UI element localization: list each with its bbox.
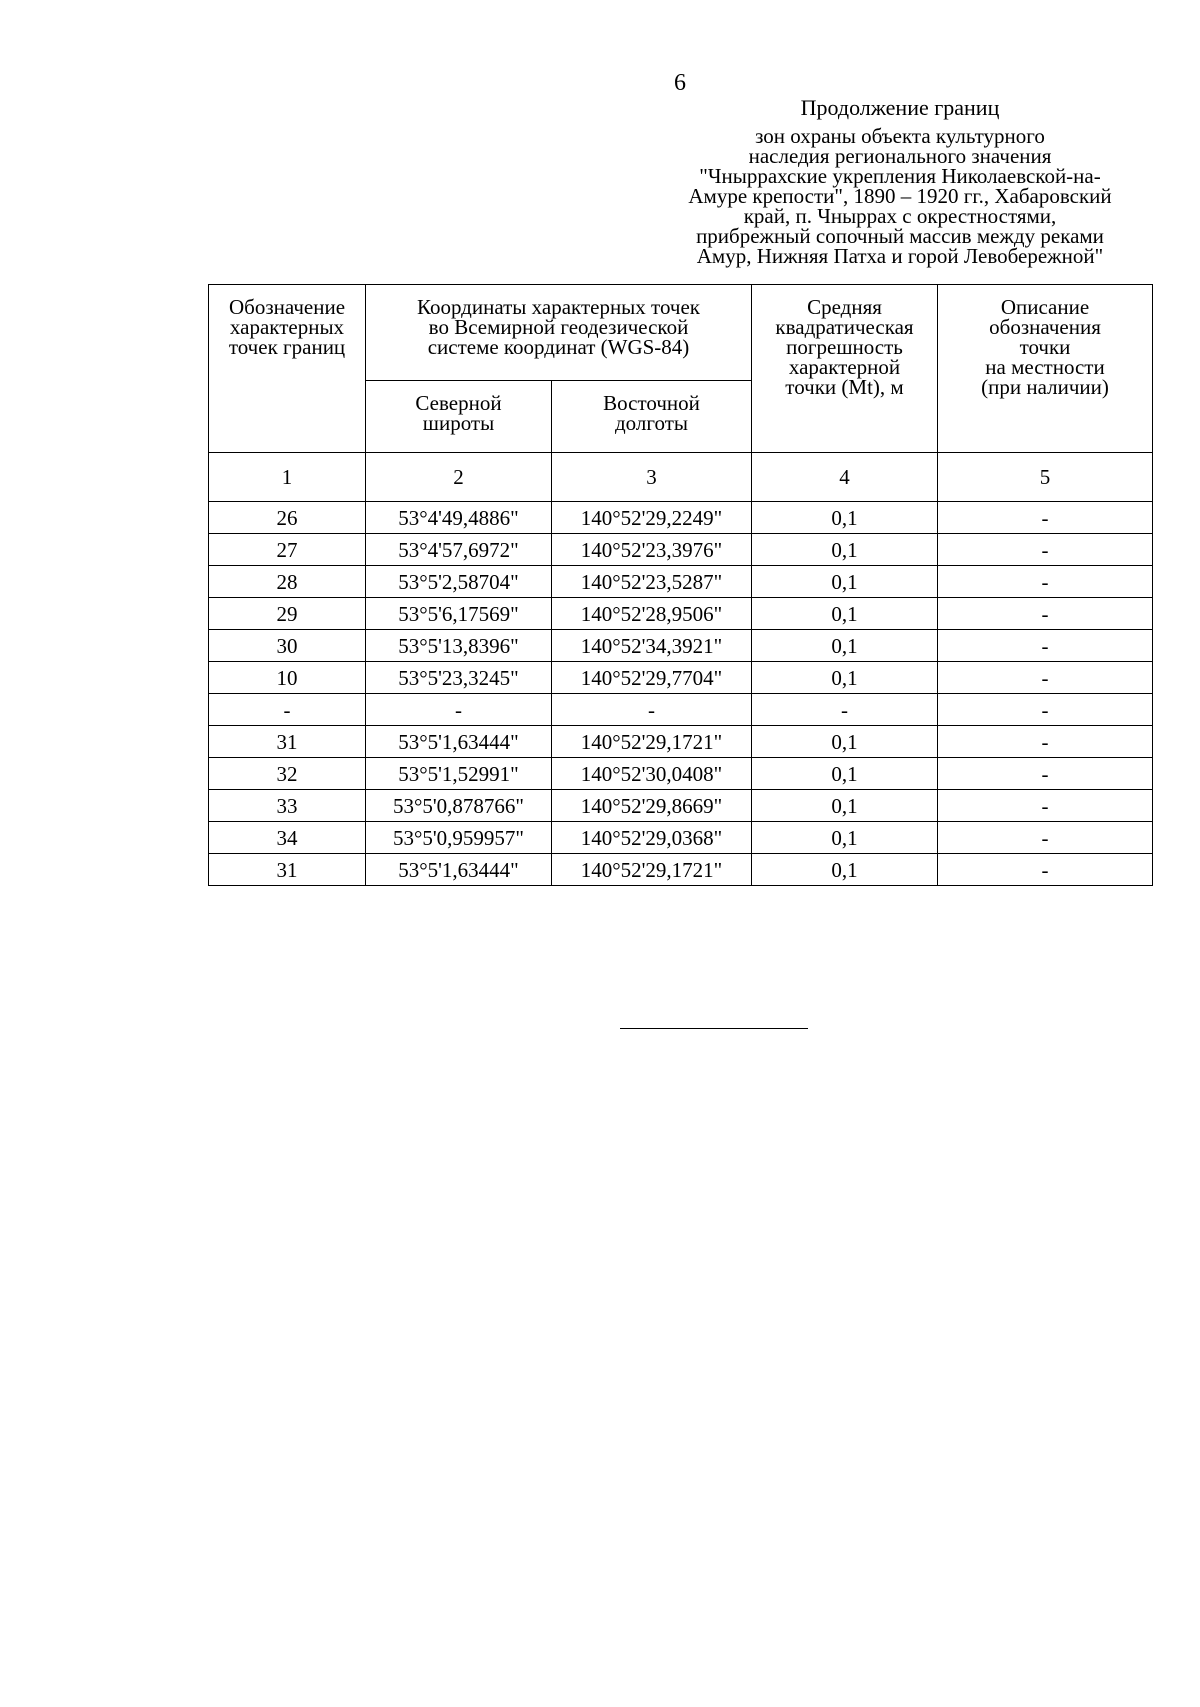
cell-description: - — [938, 630, 1153, 662]
cell-error: - — [752, 694, 938, 726]
cell-north-latitude: - — [366, 694, 552, 726]
cell-north-latitude: 53°5'2,58704" — [366, 566, 552, 598]
table-row — [209, 790, 1153, 822]
cell-north-latitude: 53°5'1,52991" — [366, 758, 552, 790]
column-number: 5 — [938, 453, 1153, 502]
header-mean-square-error: Средняя квадратическая погрешность характерной точки (Mt), м — [752, 285, 938, 453]
cell-point-id: 31 — [209, 854, 366, 886]
column-number: 2 — [366, 453, 552, 502]
column-number-row — [209, 453, 1153, 502]
cell-east-longitude: 140°52'29,8669" — [552, 790, 752, 822]
cell-description: - — [938, 726, 1153, 758]
cell-error: 0,1 — [752, 598, 938, 630]
cell-error: 0,1 — [752, 502, 938, 534]
table-row — [209, 694, 1153, 726]
cell-east-longitude: 140°52'23,3976" — [552, 534, 752, 566]
title-line: Амуре крепости", 1890 – 1920 гг., Хабаровский — [688, 184, 1112, 208]
cell-point-id: 30 — [209, 630, 366, 662]
title-line: Амур, Нижняя Патха и горой Левобережной" — [696, 244, 1104, 268]
cell-point-id: 33 — [209, 790, 366, 822]
table-row — [209, 758, 1153, 790]
table-row — [209, 854, 1153, 886]
table-row — [209, 598, 1153, 630]
header-east-longitude: Восточной долготы — [552, 381, 752, 453]
cell-error: 0,1 — [752, 758, 938, 790]
cell-point-id: 26 — [209, 502, 366, 534]
cell-point-id: 27 — [209, 534, 366, 566]
cell-error: 0,1 — [752, 790, 938, 822]
document-title — [650, 95, 1150, 268]
cell-point-id: 32 — [209, 758, 366, 790]
cell-description: - — [938, 502, 1153, 534]
header-point-designation: Обозначение характерных точек границ — [209, 285, 366, 453]
cell-point-id: - — [209, 694, 366, 726]
cell-error: 0,1 — [752, 662, 938, 694]
cell-north-latitude: 53°5'1,63444" — [366, 854, 552, 886]
title-line: наследия регионального значения — [748, 144, 1052, 168]
table-row — [209, 822, 1153, 854]
cell-description: - — [938, 566, 1153, 598]
cell-north-latitude: 53°5'23,3245" — [366, 662, 552, 694]
cell-error: 0,1 — [752, 534, 938, 566]
table-row — [209, 502, 1153, 534]
cell-east-longitude: 140°52'29,2249" — [552, 502, 752, 534]
cell-description: - — [938, 534, 1153, 566]
cell-point-id: 34 — [209, 822, 366, 854]
cell-east-longitude: 140°52'29,0368" — [552, 822, 752, 854]
table-row — [209, 630, 1153, 662]
column-number: 3 — [552, 453, 752, 502]
cell-east-longitude: 140°52'30,0408" — [552, 758, 752, 790]
footer-rule — [620, 1028, 808, 1029]
cell-error: 0,1 — [752, 726, 938, 758]
cell-north-latitude: 53°5'13,8396" — [366, 630, 552, 662]
cell-east-longitude: 140°52'34,3921" — [552, 630, 752, 662]
title-continuation: Продолжение границ — [800, 95, 1000, 120]
cell-point-id: 28 — [209, 566, 366, 598]
cell-error: 0,1 — [752, 854, 938, 886]
title-line: "Чныррахские укрепления Николаевской-на- — [699, 164, 1101, 188]
table-row — [209, 566, 1153, 598]
cell-east-longitude: 140°52'29,7704" — [552, 662, 752, 694]
table-row — [209, 534, 1153, 566]
column-number: 1 — [209, 453, 366, 502]
cell-north-latitude: 53°4'57,6972" — [366, 534, 552, 566]
title-line: прибрежный сопочный массив между реками — [696, 224, 1104, 248]
table-row — [209, 662, 1153, 694]
cell-north-latitude: 53°5'0,959957" — [366, 822, 552, 854]
title-line: край, п. Чныррах с окрестностями, — [743, 204, 1057, 228]
column-number: 4 — [752, 453, 938, 502]
cell-north-latitude: 53°4'49,4886" — [366, 502, 552, 534]
cell-east-longitude: 140°52'29,1721" — [552, 726, 752, 758]
title-line: зон охраны объекта культурного — [755, 124, 1045, 148]
header-point-description: Описание обозначения точки на местности (при наличии) — [938, 285, 1153, 453]
cell-east-longitude: 140°52'28,9506" — [552, 598, 752, 630]
cell-north-latitude: 53°5'6,17569" — [366, 598, 552, 630]
page-number: 6 — [674, 70, 686, 96]
cell-description: - — [938, 758, 1153, 790]
table-row — [209, 726, 1153, 758]
cell-point-id: 10 — [209, 662, 366, 694]
cell-east-longitude: 140°52'29,1721" — [552, 854, 752, 886]
cell-description: - — [938, 662, 1153, 694]
header-north-latitude: Северной широты — [366, 381, 552, 453]
cell-error: 0,1 — [752, 566, 938, 598]
header-coordinates: Координаты характерных точек во Всемирной геодезической системе координат (WGS-84) — [366, 285, 752, 381]
cell-north-latitude: 53°5'1,63444" — [366, 726, 552, 758]
cell-error: 0,1 — [752, 822, 938, 854]
cell-description: - — [938, 598, 1153, 630]
cell-error: 0,1 — [752, 630, 938, 662]
boundary-points-table — [208, 284, 1153, 886]
cell-description: - — [938, 694, 1153, 726]
cell-east-longitude: 140°52'23,5287" — [552, 566, 752, 598]
cell-north-latitude: 53°5'0,878766" — [366, 790, 552, 822]
cell-point-id: 31 — [209, 726, 366, 758]
cell-point-id: 29 — [209, 598, 366, 630]
cell-description: - — [938, 790, 1153, 822]
cell-description: - — [938, 822, 1153, 854]
cell-east-longitude: - — [552, 694, 752, 726]
cell-description: - — [938, 854, 1153, 886]
